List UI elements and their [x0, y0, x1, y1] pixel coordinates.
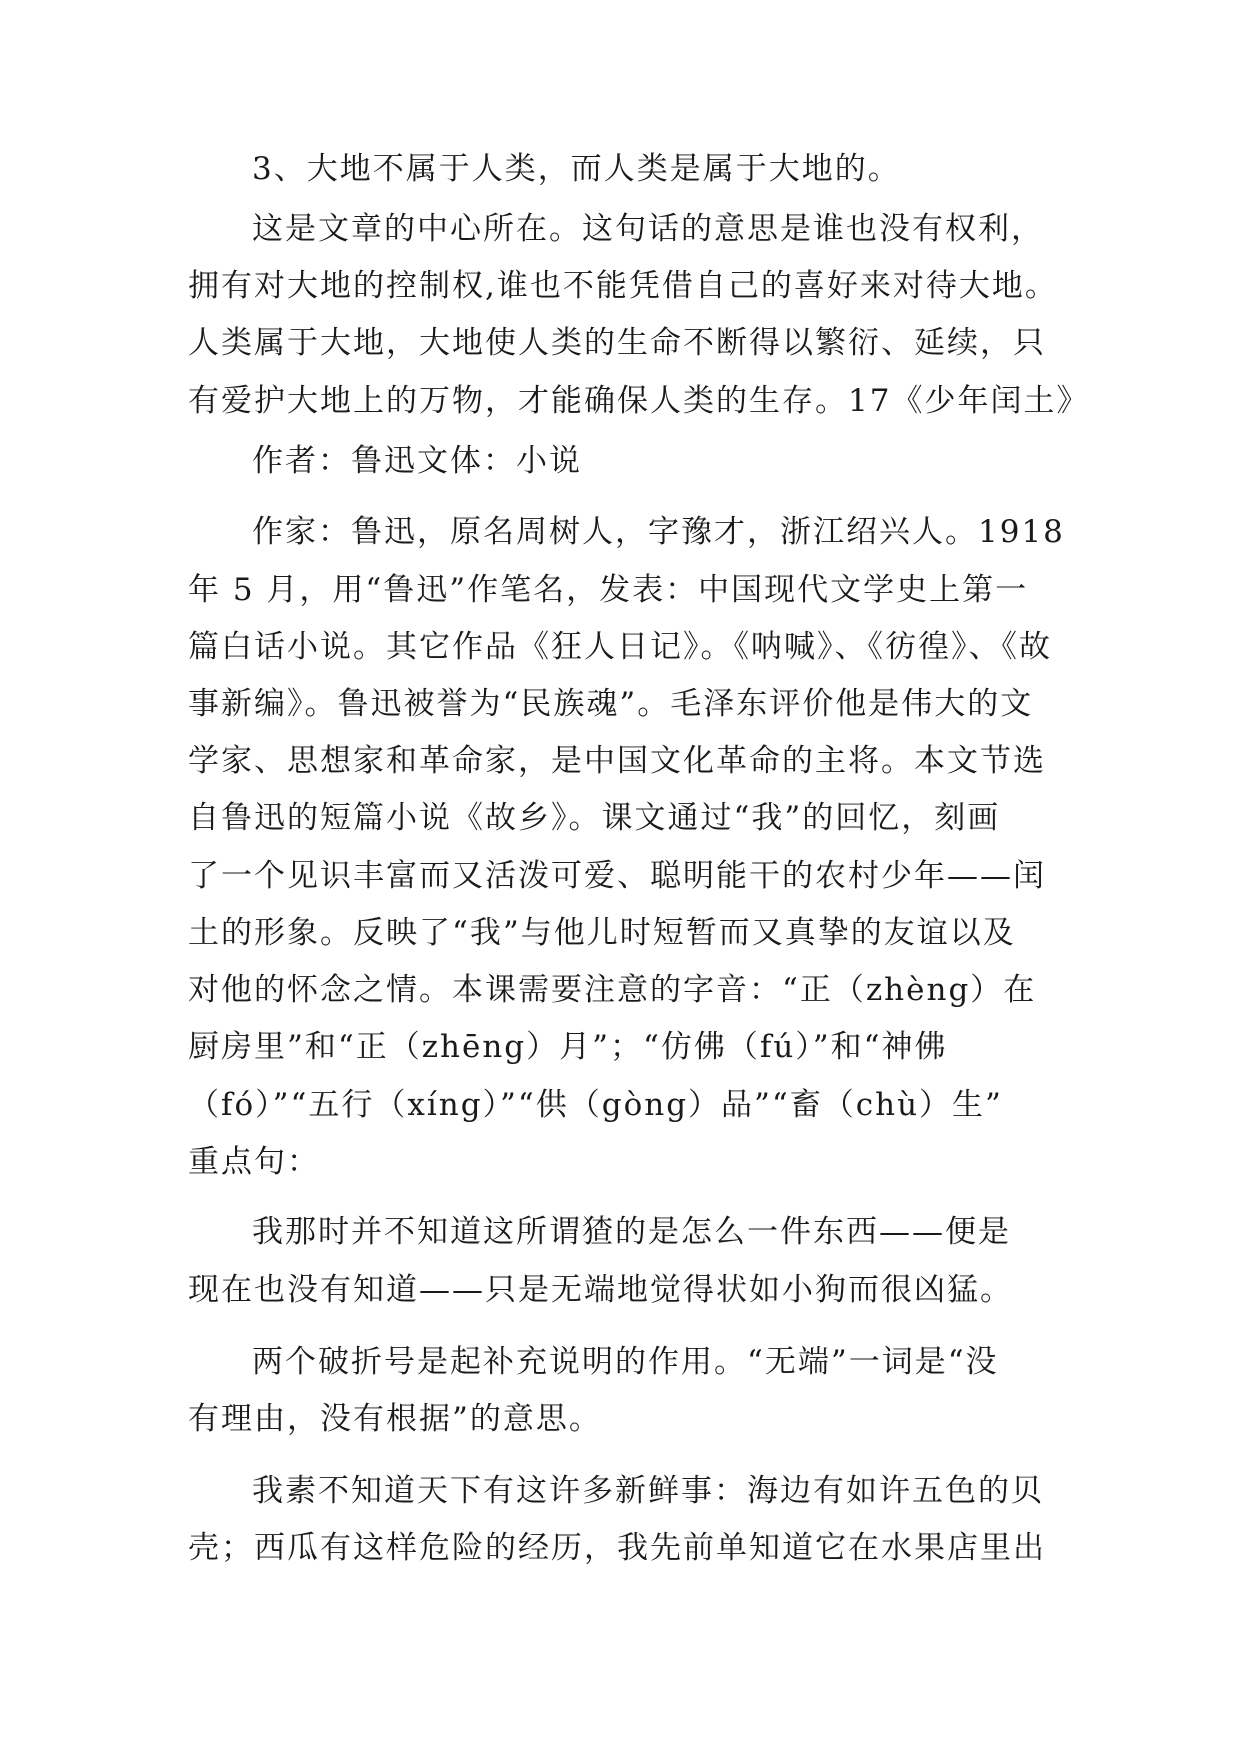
text-line-22: 有理由，没有根据”的意思。 — [188, 1401, 602, 1437]
text-line-10: 事新编》。鲁迅被誉为“民族魂”。毛泽东评价他是伟大的文 — [188, 686, 1034, 722]
text-line-12: 自鲁迅的短篇小说《故乡》。课文通过“我”的回忆，刻画 — [188, 800, 1001, 836]
text-line-14: 土的形象。反映了“我”与他儿时短暂而又真挚的友谊以及 — [188, 915, 1016, 951]
text-line-11: 学家、思想家和革命家，是中国文化革命的主将。本文节选 — [188, 743, 1046, 779]
text-line-4: 人类属于大地，大地使人类的生命不断得以繁衍、延续，只 — [188, 325, 1046, 361]
text-line-6: 作者：鲁迅文体：小说 — [252, 443, 582, 479]
text-line-16: 厨房里”和“正（zhēng）月”；“仿佛（fú）”和“神佛 — [188, 1029, 948, 1065]
text-line-5: 有爱护大地上的万物，才能确保人类的生存。17《少年闰土》 — [188, 383, 1090, 419]
text-line-2: 这是文章的中心所在。这句话的意思是谁也没有权利， — [252, 211, 1044, 247]
text-line-17: （fó）”“五行（xíng）”“供（gòng）品”“畜（chù）生” — [188, 1087, 1003, 1123]
text-line-7: 作家：鲁迅，原名周树人，字豫才，浙江绍兴人。1918 — [252, 514, 1065, 550]
text-line-8: 年 5 月，用“鲁迅”作笔名，发表：中国现代文学史上第一 — [188, 572, 1029, 608]
text-line-23: 我素不知道天下有这许多新鲜事：海边有如许五色的贝 — [252, 1473, 1044, 1509]
text-line-13: 了一个见识丰富而又活泼可爱、聪明能干的农村少年——闰 — [188, 858, 1046, 894]
text-line-15: 对他的怀念之情。本课需要注意的字音：“正（zhèng）在 — [188, 972, 1037, 1008]
text-line-21: 两个破折号是起补充说明的作用。“无端”一词是“没 — [252, 1344, 999, 1380]
text-line-1: 3、大地不属于人类，而人类是属于大地的。 — [252, 151, 901, 187]
text-line-18: 重点句： — [188, 1144, 320, 1180]
text-line-3: 拥有对大地的控制权,谁也不能凭借自己的喜好来对待大地。 — [188, 268, 1058, 304]
text-line-9: 篇白话小说。其它作品《狂人日记》。《呐喊》、《彷徨》、《故 — [188, 629, 1052, 665]
text-line-20: 现在也没有知道——只是无端地觉得状如小狗而很凶猛。 — [188, 1272, 1013, 1308]
text-line-24: 壳；西瓜有这样危险的经历，我先前单知道它在水果店里出 — [188, 1530, 1046, 1566]
text-line-19: 我那时并不知道这所谓猹的是怎么一件东西——便是 — [252, 1214, 1011, 1250]
